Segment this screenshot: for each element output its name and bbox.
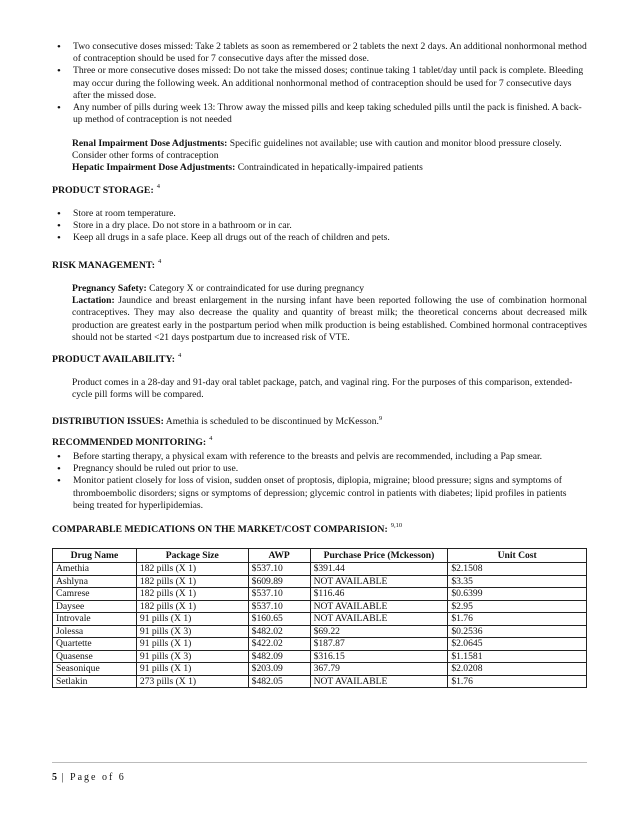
cell: 182 pills (X 1): [136, 588, 248, 601]
table-row: [53, 625, 587, 638]
cell: NOT AVAILABLE: [310, 575, 448, 588]
table-header-row: [53, 549, 587, 563]
table-row: [53, 638, 587, 651]
distribution-heading: DISTRIBUTION ISSUES:: [52, 416, 164, 428]
dose-adjustments: [72, 138, 587, 175]
page-number: 5: [52, 772, 57, 783]
cell: $2.1508: [448, 563, 587, 576]
list-item: • Any number of pills during week 13: Throw away the missed pills and keep taking scheduled pills until the pack is finished. A back-up method of contraception is not needed: [52, 102, 587, 126]
cell: $482.09: [248, 650, 310, 663]
cell: $116.46: [310, 588, 448, 601]
cell: $0.2536: [448, 625, 587, 638]
cell: Quasense: [53, 650, 137, 663]
distribution-text: Amethia is scheduled to be discontinued by McKesson.: [163, 416, 379, 428]
cell: Introvale: [53, 613, 137, 626]
monitoring-ref: 4: [209, 435, 213, 442]
availability-text: Product comes in a 28-day and 91-day oral tablet package, patch, and vaginal ring. For the purposes of this comparison, extended-cycle pill forms will be compared.: [72, 377, 573, 401]
list-item: • Monitor patient closely for loss of vision, sudden onset of proptosis, diplopia, migraine; blood pressure; signs and symptoms of thromboembolic disorders; signs or symptoms of depression; glycemic control in patients with diabetes; lipid profiles in patients being treated for hyperlipidemias.: [52, 475, 587, 512]
cell: Amethia: [53, 563, 137, 576]
storage-ref: 4: [156, 183, 160, 190]
cell: Jolessa: [53, 625, 137, 638]
cell: $0.6399: [448, 588, 587, 601]
table-row: [53, 675, 587, 688]
comparable-ref: 9,10: [390, 522, 403, 529]
cell: $537.10: [248, 588, 310, 601]
cost-comparison-table: [52, 548, 587, 688]
list-item: • Pregnancy should be ruled out prior to use.: [52, 463, 587, 475]
table-row: [53, 575, 587, 588]
availability-ref: 4: [177, 352, 182, 359]
lactation-text: Jaundice and breast enlargement in the nursing infant have been reported following the use of combination hormonal contraceptives. They may also decrease the quality and quantity of breast milk; the theoretical concerns about decreased milk production are greatest early in the postpartum period when milk production is being established. Combined hormonal contraceptives should not be started <21 days postpartum due to increased risk of VTE.: [72, 295, 587, 343]
cell: 91 pills (X 1): [136, 663, 248, 676]
cell: 182 pills (X 1): [136, 563, 248, 576]
cell: $316.15: [310, 650, 448, 663]
risk-ref: 4: [157, 258, 162, 265]
cell: Quartette: [53, 638, 137, 651]
cell: $1.76: [448, 613, 587, 626]
cell: 367.79: [310, 663, 448, 676]
hepatic-adjustment: [72, 162, 587, 174]
page-footer: [52, 772, 126, 783]
monitoring-list-block: [52, 451, 587, 512]
renal-adjustment: [72, 138, 587, 162]
cell: $2.0645: [448, 638, 587, 651]
cell: Camrese: [53, 588, 137, 601]
cell: $482.02: [248, 625, 310, 638]
table-row: [53, 613, 587, 626]
column-header: Purchase Price (Mckesson): [310, 549, 448, 563]
distribution-ref: 9: [378, 415, 383, 422]
renal-label: Renal Impairment Dose Adjustments:: [72, 138, 228, 149]
cell: Setlakin: [53, 675, 137, 688]
cell: 91 pills (X 3): [136, 650, 248, 663]
lactation-label: Lactation:: [72, 295, 115, 307]
comparable-heading: COMPARABLE MEDICATIONS ON THE MARKET/COST COMPARISION: $^{9,10}$: [52, 522, 403, 535]
cell: 91 pills (X 1): [136, 613, 248, 626]
cell: NOT AVAILABLE: [310, 675, 448, 688]
cell: $187.87: [310, 638, 448, 651]
cell: 91 pills (X 3): [136, 625, 248, 638]
footer-separator: |: [57, 772, 71, 783]
monitoring-heading: RECOMMENDED MONITORING: $^4$: [52, 435, 213, 448]
distribution-block: [52, 413, 587, 428]
cell: $2.95: [448, 600, 587, 613]
risk-block: [72, 283, 587, 344]
cell: NOT AVAILABLE: [310, 613, 448, 626]
page-of-text: Page of 6: [70, 772, 126, 783]
list-item: • Two consecutive doses missed: Take 2 tablets as soon as remembered or 2 tablets the next 2 days. An additional nonhormonal method of contraception should be used for 7 consecutive days after the missed dose.: [52, 41, 587, 65]
cell: $1.76: [448, 675, 587, 688]
hepatic-label: Hepatic Impairment Dose Adjustments:: [72, 162, 236, 174]
cell: 182 pills (X 1): [136, 600, 248, 613]
pregnancy-text: Category X or contraindicated for use during pregnancy: [146, 283, 365, 294]
table-row: [53, 650, 587, 663]
cell: $69.22: [310, 625, 448, 638]
footer-divider: [52, 762, 587, 763]
storage-list: [52, 208, 587, 245]
table-row: [53, 588, 587, 601]
cell: 91 pills (X 1): [136, 638, 248, 651]
cell: Seasonique: [53, 663, 137, 676]
cell: $537.10: [248, 600, 310, 613]
storage-list-block: [52, 208, 587, 245]
risk-heading: RISK MANAGEMENT: $^4$: [52, 258, 162, 271]
cell: $537.10: [248, 563, 310, 576]
cell: 273 pills (X 1): [136, 675, 248, 688]
missed-dose-list-block: [52, 41, 587, 126]
cell: $160.65: [248, 613, 310, 626]
cell: $609.89: [248, 575, 310, 588]
column-header: Unit Cost: [448, 549, 587, 563]
table-row: [53, 663, 587, 676]
lactation: [72, 295, 587, 344]
list-item: • Before starting therapy, a physical exam with reference to the breasts and pelvis are recommended, including a Pap smear.: [52, 451, 587, 463]
column-header: Drug Name: [53, 549, 137, 563]
cell: $1.1581: [448, 650, 587, 663]
list-item: • Keep all drugs in a safe place. Keep all drugs out of the reach of children and pets.: [52, 232, 587, 244]
availability-heading: PRODUCT AVAILABILITY: $^4$: [52, 352, 182, 365]
cell: 182 pills (X 1): [136, 575, 248, 588]
cell: $391.44: [310, 563, 448, 576]
cell: $203.09: [248, 663, 310, 676]
monitoring-list: [52, 451, 587, 512]
hepatic-text: Contraindicated in hepatically-impaired patients: [235, 162, 423, 174]
column-header: AWP: [248, 549, 310, 563]
cell: Daysee: [53, 600, 137, 613]
list-item: • Store at room temperature.: [52, 208, 587, 220]
cell: $482.05: [248, 675, 310, 688]
cell: Ashlyna: [53, 575, 137, 588]
column-header: Package Size: [136, 549, 248, 563]
list-item: • Three or more consecutive doses missed: Do not take the missed doses; continue taking 1 tablet/day until pack is complete. Bleeding may occur during the following week. An additional nonhormonal method of contraception should be used for 7 consecutive days after the missed dose.: [52, 65, 587, 102]
pregnancy-safety: [72, 283, 587, 295]
list-item: • Store in a dry place. Do not store in a bathroom or in car.: [52, 220, 587, 232]
renal-text: Specific guidelines not available; use with caution and monitor blood pressure closely. Consider other forms of contraception: [72, 138, 562, 162]
cell: NOT AVAILABLE: [310, 600, 448, 613]
table-row: [53, 563, 587, 576]
storage-heading: PRODUCT STORAGE: $^4$: [52, 183, 160, 196]
missed-dose-list: [52, 41, 587, 126]
cell: $3.35: [448, 575, 587, 588]
pregnancy-label: Pregnancy Safety:: [72, 283, 147, 294]
cell: $422.02: [248, 638, 310, 651]
cell: $2.0208: [448, 663, 587, 676]
table-row: [53, 600, 587, 613]
